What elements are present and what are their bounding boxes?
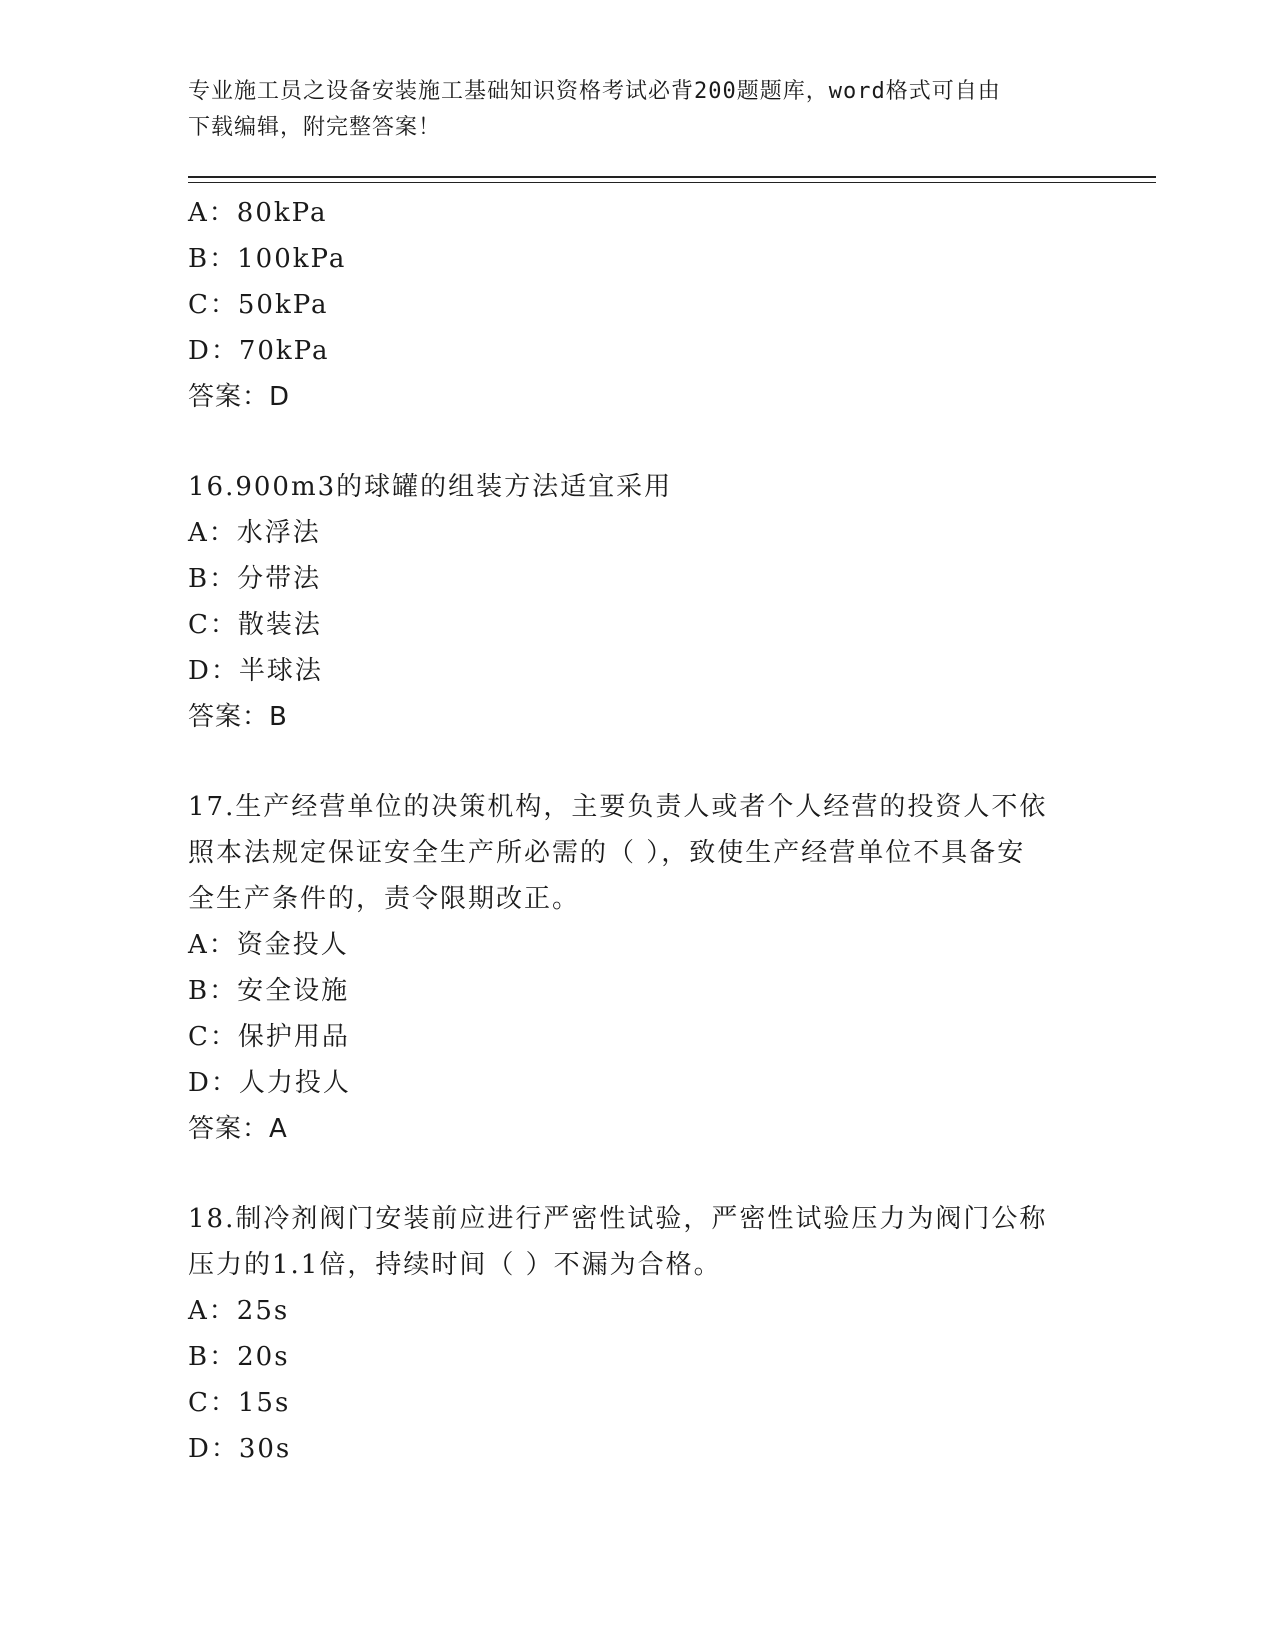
option-a: A：水浮法 xyxy=(188,518,321,548)
option-c: C：保护用品 xyxy=(188,1022,350,1052)
option-a: A：25s xyxy=(188,1296,290,1326)
option-d: D：70kPa xyxy=(188,336,330,366)
question-text: 17.生产经营单位的决策机构，主要负责人或者个人经营的投资人不依 xyxy=(188,792,1048,822)
question-text: 全生产条件的，责令限期改正。 xyxy=(188,884,581,914)
question-text: 压力的1.1倍，持续时间（ ）不漏为合格。 xyxy=(188,1250,722,1280)
option-c: C：50kPa xyxy=(188,290,329,320)
question-15-options xyxy=(188,190,1088,420)
answer-line: 答案：D xyxy=(188,382,291,412)
header-line-1: 专业施工员之设备安装施工基础知识资格考试必背200题题库，word格式可自由 xyxy=(188,79,1001,104)
question-text: 18.制冷剂阀门安装前应进行严密性试验，严密性试验压力为阀门公称 xyxy=(188,1204,1048,1234)
header-divider-thick xyxy=(188,176,1156,178)
option-d: D：30s xyxy=(188,1434,292,1464)
question-18 xyxy=(188,1196,1088,1472)
header-divider-thin xyxy=(188,182,1156,183)
header-line-2: 下载编辑，附完整答案！ xyxy=(188,115,442,140)
option-b: B：安全设施 xyxy=(188,976,350,1006)
option-c: C：15s xyxy=(188,1388,291,1418)
option-d: D：人力投人 xyxy=(188,1068,351,1098)
option-b: B：分带法 xyxy=(188,564,322,594)
question-16 xyxy=(188,464,1088,740)
answer-line: 答案：B xyxy=(188,702,288,732)
question-text: 照本法规定保证安全生产所必需的（ ），致使生产经营单位不具备安 xyxy=(188,838,1026,868)
option-b: B：100kPa xyxy=(188,244,347,274)
option-d: D：半球法 xyxy=(188,656,323,686)
question-17 xyxy=(188,784,1088,1152)
document-header xyxy=(188,74,1088,146)
question-text: 16.900m3的球罐的组装方法适宜采用 xyxy=(188,472,673,502)
option-a: A：资金投人 xyxy=(188,930,349,960)
answer-line: 答案：A xyxy=(188,1114,288,1144)
option-c: C：散装法 xyxy=(188,610,322,640)
option-b: B：20s xyxy=(188,1342,290,1372)
option-a: A：80kPa xyxy=(188,198,328,228)
question-list xyxy=(188,190,1088,1472)
